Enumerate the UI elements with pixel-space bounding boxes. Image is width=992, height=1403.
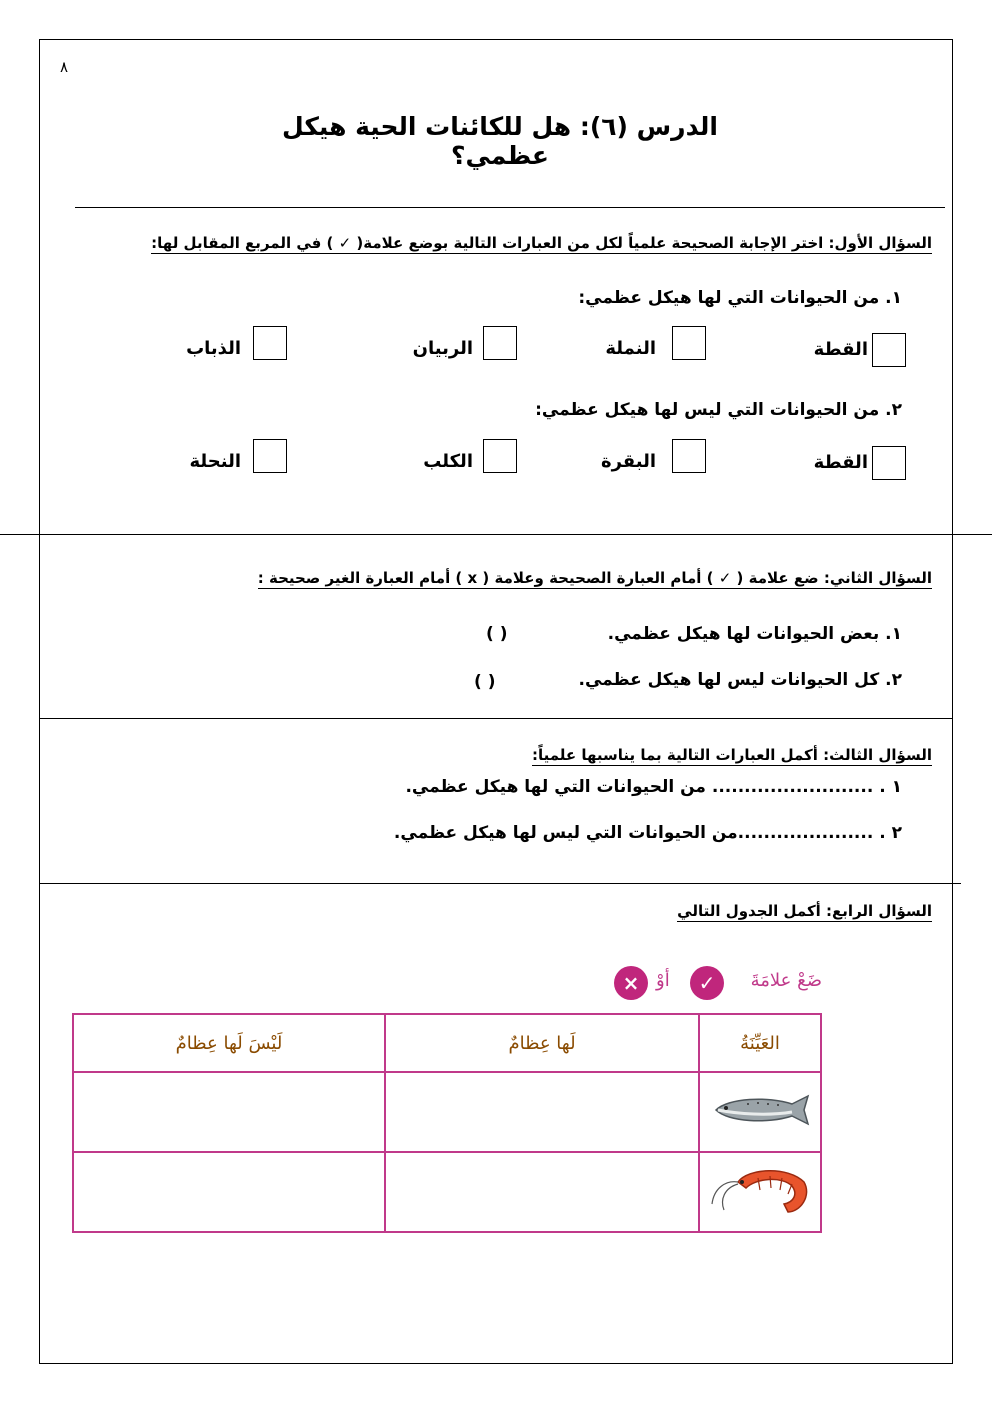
table-header-row [73, 1014, 821, 1072]
q1-2-option-c: الكلب [423, 451, 473, 472]
header-sample: العَيِّنَةُ [699, 1014, 821, 1072]
header-no-bones: لَيْسَ لَها عِظامٌ [73, 1014, 385, 1072]
checkbox-q1-2-b[interactable] [672, 439, 706, 473]
q1-1-option-c: الربيان [412, 338, 473, 359]
sample-cell [699, 1152, 821, 1232]
q1-heading [151, 234, 932, 254]
checkbox-q1-2-c[interactable] [483, 439, 517, 473]
q1-2-option-d: النحلة [189, 451, 241, 472]
margin-divider [0, 534, 39, 535]
q1-2-option-b: البقرة [600, 451, 656, 472]
has-bones-cell[interactable] [385, 1152, 699, 1232]
checkbox-q1-2-a[interactable] [872, 446, 906, 480]
legend-text: ضَعْ علامَةَ [750, 970, 822, 991]
q4-instruction: : أكمل الجدول التالي [677, 902, 833, 920]
q4-label: السؤال الرابع [832, 902, 932, 920]
q2-item1: ١. بعض الحيوانات لها هيكل عظمي. [607, 624, 902, 644]
section-divider [39, 534, 953, 535]
no-bones-cell[interactable] [73, 1152, 385, 1232]
q2-answer-2[interactable]: ( ) [474, 672, 496, 692]
classification-table [72, 1013, 822, 1233]
q4-heading [677, 902, 932, 922]
q1-2-option-a: القطة [813, 452, 868, 473]
margin-divider [953, 883, 961, 884]
q2-instruction: : ضع علامة ( ✓ ) أمام العبارة الصحيحة وعلامة ( x ) أمام العبارة الغير صحيحة : [257, 569, 830, 587]
q2-heading [258, 569, 932, 589]
checkbox-q1-2-d[interactable] [253, 439, 287, 473]
checkbox-q1-1-b[interactable] [672, 326, 706, 360]
cross-icon: × [614, 966, 648, 1000]
check-icon: ✓ [690, 966, 724, 1000]
legend-or: أوْ [656, 970, 670, 991]
page-title: الدرس (٦): هل للكائنات الحية هيكل عظمي؟ [282, 112, 718, 170]
section-divider [39, 883, 953, 884]
q3-item2: ٢ . .....................من الحيوانات التي ليس لها هيكل عظمي. [393, 823, 902, 843]
has-bones-cell[interactable] [385, 1072, 699, 1152]
q3-item1: ١ . ......................... من الحيوانات التي لها هيكل عظمي. [405, 777, 902, 797]
page-number: ٨ [60, 58, 69, 76]
checkbox-q1-1-c[interactable] [483, 326, 517, 360]
table-row [73, 1152, 821, 1232]
q2-item2: ٢. كل الحيوانات ليس لها هيكل عظمي. [578, 670, 902, 690]
header-has-bones: لَها عِظامٌ [385, 1014, 699, 1072]
q3-heading [532, 746, 932, 766]
q2-label: السؤال الثاني [829, 569, 932, 587]
checkbox-q1-1-d[interactable] [253, 326, 287, 360]
no-bones-cell[interactable] [73, 1072, 385, 1152]
checkbox-q1-1-a[interactable] [872, 333, 906, 367]
q1-item1: ١. من الحيوانات التي لها هيكل عظمي: [578, 288, 902, 308]
sample-cell [699, 1072, 821, 1152]
q3-instruction: : أكمل العبارات التالية بما يناسبها علمياً: [531, 746, 830, 764]
q1-1-option-a: القطة [813, 339, 868, 360]
q3-label: السؤال الثالث [829, 746, 932, 764]
q1-item2: ٢. من الحيوانات التي ليس لها هيكل عظمي: [535, 400, 902, 420]
table-row [73, 1072, 821, 1152]
q1-instruction: : اختر الإجابة الصحيحة علمياً لكل من العبارات التالية بوضع علامة( ✓ ) في المربع المقابل لها: [151, 234, 835, 252]
q1-label: السؤال الأول [834, 234, 932, 252]
title-divider [75, 207, 945, 208]
margin-divider [953, 534, 992, 535]
section-divider [39, 718, 953, 719]
fish-icon [708, 1090, 812, 1130]
q1-1-option-d: الذباب [186, 338, 241, 359]
q1-1-option-b: النملة [605, 338, 656, 359]
shrimp-icon [708, 1160, 812, 1220]
q2-answer-1[interactable]: ( ) [486, 624, 508, 644]
